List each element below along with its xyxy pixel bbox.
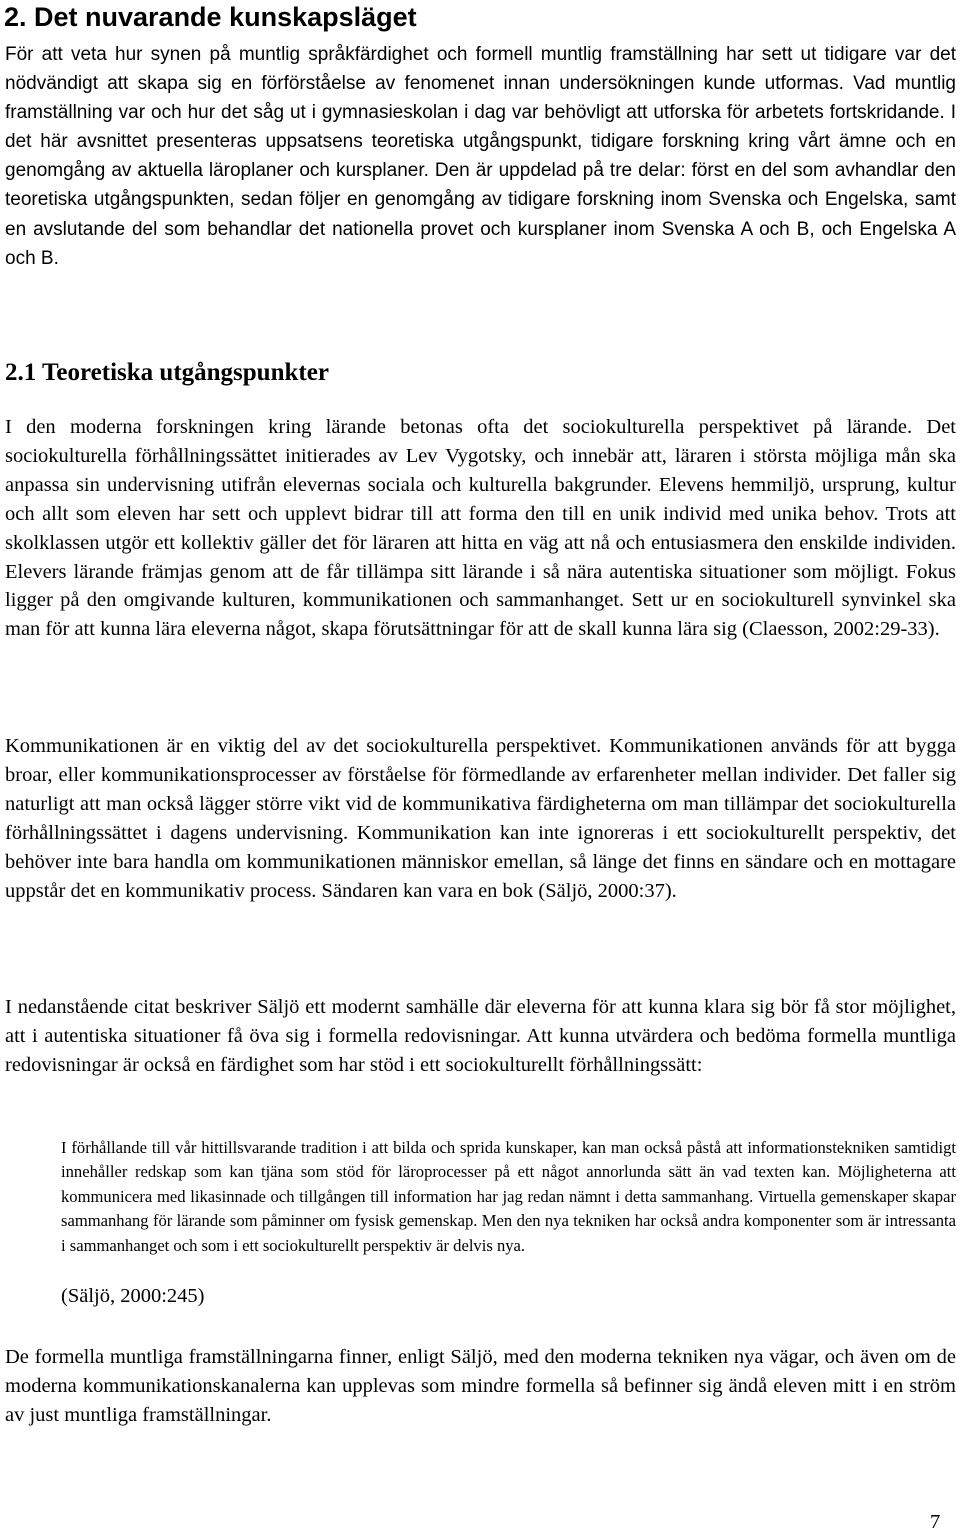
body-paragraph-2: Kommunikationen är en viktig del av det sociokulturella perspektivet. Kommunikationen används för att bygga broar, eller kommunikationsprocesser av förståelse för förmedlande av erfarenheter mellan individer. Det faller sig naturligt att man också lägger större vikt vid de kommunikativa färdigheterna om man tillämpar det sociokulturella förhållningssättet i dagens undervisning. Kommunikation kan inte ignoreras i ett sociokulturellt perspektiv, det behöver inte bara handla om kommunikationen människor emellan, så länge det finns en sändare och en mottagare uppstår det en kommunikativ process. Sändaren kan vara en bok (Säljö, 2000:37).	[5, 735, 956, 902]
chapter-heading: 2. Det nuvarande kunskapsläget	[4, 2, 417, 32]
quote-citation: (Säljö, 2000:245)	[61, 1285, 205, 1307]
body-paragraph-3: I nedanstående citat beskriver Säljö ett modernt samhälle där eleverna för att kunna klara sig bör få stor möjlighet, att i autentiska situationer få öva sig i formella redovisningar. Att kunna utvärdera och bedöma formella muntliga redovisningar är också en färdighet som har stöd i ett sociokulturellt förhållningssätt:	[5, 996, 956, 1076]
block-quote: I förhållande till vår hittillsvarande tradition i att bilda och sprida kunskaper, kan man också påstå att informationstekniken samtidigt innehåller redskap som kan tjäna som stöd för läroprocesser på ett något annorlunda sätt än vad texten kan. Möjligheterna att kommunicera med likasinnade och tillgången till information har jag redan nämnt i detta sammanhang. Virtuella gemenskaper skapar sammanhang för lärande som påminner om fysisk gemenskap. Men den nya tekniken har också andra komponenter som är intressanta i sammanhanget och som i ett sociokulturellt perspektiv är delvis nya.	[61, 1138, 956, 1255]
closing-paragraph: De formella muntliga framställningarna finner, enligt Säljö, med den moderna tekniken nya vägar, och även om de moderna kommunikationskanalerna kan upplevas som mindre formella så befinner sig ändå eleven mitt i en ström av just muntliga framställningar.	[5, 1346, 956, 1426]
body-paragraph-1: I den moderna forskningen kring lärande betonas ofta det sociokulturella perspektivet på lärande. Det sociokulturella förhållningssättet initierades av Lev Vygotsky, och innebär att, läraren i största möjliga mån ska anpassa sin undervisning utifrån elevernas sociala och kulturella bakgrunder. Elevens hemmiljö, ursprung, kultur och allt som eleven har sett och upplevt bidrar till att forma den till en unik individ med unika behov. Trots att skolklassen utgör ett kollektiv gäller det för läraren att hitta en väg att nå och entusiasmera den enskilde individen. Elevers lärande främjas genom att de får tillämpa sitt lärande i så nära autentiska situationer som möjligt. Fokus ligger på den omgivande kulturen, kommunikationen och sammanhanget. Sett ur en sociokulturell synvinkel ska man för att kunna lära eleverna något, skapa förutsättningar för att de skall kunna lära sig (Claesson, 2002:29-33).	[5, 416, 956, 641]
intro-paragraph: För att veta hur synen på muntlig språkfärdighet och formell muntlig framställning har sett ut tidigare var det nödvändigt att skapa sig en förförståelse av fenomenet innan undersökningen kunde utformas. Vad muntlig framställning var och hur det såg ut i gymnasieskolan i dag var behövligt att utforska för arbetets fortskridande. I det här avsnittet presenteras uppsatsens teoretiska utgångspunkt, tidigare forskning kring vårt ämne och en genomgång av aktuella läroplaner och kursplaner. Den är uppdelad på tre delar: först en del som avhandlar den teoretiska utgångspunkten, sedan följer en genomgång av tidigare forskning inom Svenska och Engelska, samt en avslutande del som behandlar det nationella provet och kursplaner inom Svenska A och B, och Engelska A och B.	[5, 44, 956, 269]
page-number: 7	[930, 1511, 941, 1533]
section-heading: 2.1 Teoretiska utgångspunkter	[5, 359, 329, 386]
